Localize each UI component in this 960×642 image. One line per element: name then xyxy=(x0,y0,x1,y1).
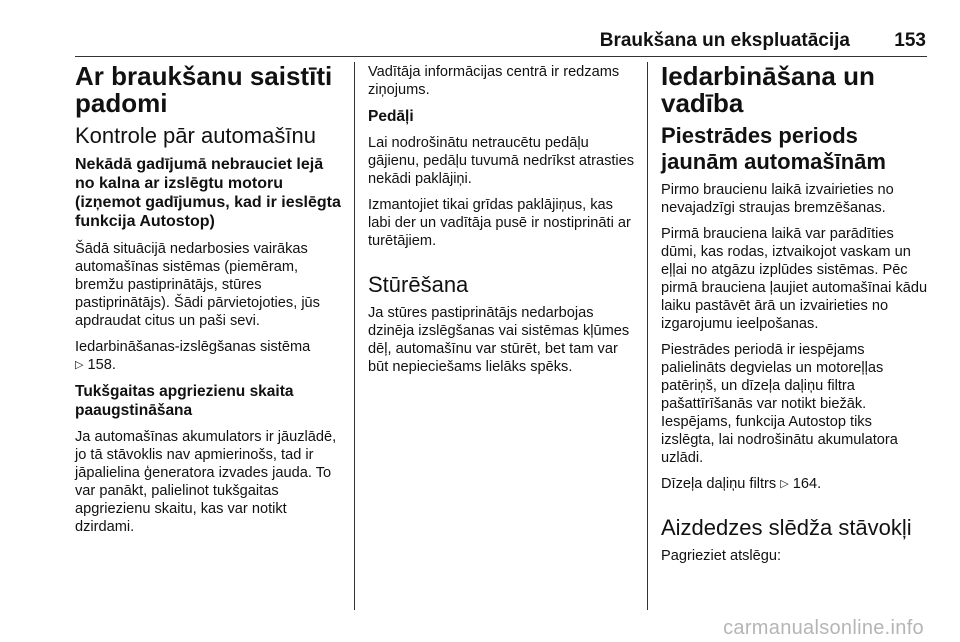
reference-text: Iedarbināšanas-izslēgšanas sistēma xyxy=(75,339,311,355)
header-rule xyxy=(75,56,927,57)
paragraph: Ja automašīnas akumulators ir jāuzlādē, jo tā stāvoklis nav apmierinošs, tad ir jāpalielina ģeneratora izvades jauda. To var panākt, palielinot tukšgaitas apgriezienu skaitu, kas var notikt dzirdami. xyxy=(75,429,337,535)
column-left xyxy=(75,63,343,544)
column-divider-2 xyxy=(647,62,648,610)
paragraph-heading: Pedāļi xyxy=(368,108,414,125)
paragraph: Lai nodrošinātu netraucētu pedāļu gājienu, pedāļu tuvumā nedrīkst atrasties nekādi paklājiņi. xyxy=(368,135,635,187)
watermark: carmanualsonline.info xyxy=(723,617,924,639)
paragraph: Pirmā brauciena laikā var parādīties dūmi, kas rodas, iztvaikojot vaskam un eļļai no atgāzu izplūdes sistēmas. Pēc pirmā brauciena ļaujiet automašīnai kādu laiku pastāvēt ārā un izvairieties no izgarojumu ieelpošanas. xyxy=(661,226,928,332)
column-right xyxy=(661,63,929,573)
subsection-title: Kontrole pār automašīnu xyxy=(75,123,316,148)
cross-reference xyxy=(75,338,343,374)
page-ref-arrow-icon: ▷ xyxy=(75,359,84,371)
paragraph: Izmantojiet tikai grīdas paklājiņus, kas labi der un vadītāja pusē ir nostiprināti ar turētājiem. xyxy=(368,197,631,249)
page-header xyxy=(0,30,960,54)
paragraph: Šādā situācijā nedarbosies vairākas automašīnas sistēmas (piemēram, bremžu pastiprinātājs, stūres pastiprinātājs). Šādi pārvietojoties, jūs apdraudat citus un paši sevi. xyxy=(75,241,320,329)
reference-page: 164. xyxy=(792,476,822,492)
cross-reference xyxy=(661,475,929,493)
page-number: 153 xyxy=(894,30,926,51)
paragraph: Ja stūres pastiprinātājs nedarbojas dzinēja izslēgšanas vai sistēmas kļūmes dēļ, automašīnu var stūrēt, bet tam var būt nepieciešams lielāks spēks. xyxy=(368,305,630,375)
subsection-title: Stūrēšana xyxy=(368,272,469,297)
paragraph-heading: Tukšgaitas apgriezienu skaita paaugstināšana xyxy=(75,383,294,419)
paragraph: Pirmo braucienu laikā izvairieties no nevajadzīgi straujas bremzēšanas. xyxy=(661,182,894,216)
paragraph: Piestrādes periodā ir iespējams palielināts degvielas un motoreļļas patēriņš, un dīzeļa daļiņu filtra pašattīrīšanās var notikt biežāk. Iespējams, funkcija Autostop tiks izslēgta, lai nodrošinātu akumulatora uzlādi. xyxy=(661,342,898,466)
reference-page: 158. xyxy=(87,357,116,373)
subsection-title: Aizdedzes slēdža stāvokļi xyxy=(661,515,912,540)
column-middle xyxy=(368,63,636,384)
section-title: Ar braukšanu saistīti padomi xyxy=(75,61,333,118)
paragraph: Pagrieziet atslēgu: xyxy=(661,548,782,564)
reference-text: Dīzeļa daļiņu filtrs xyxy=(661,476,777,492)
page-ref-arrow-icon: ▷ xyxy=(780,478,789,490)
header-title: Braukšana un ekspluatācija xyxy=(599,30,850,51)
column-divider-1 xyxy=(354,62,355,610)
subsection-title: Piestrādes periods jaunām automašīnām xyxy=(661,123,886,174)
section-title: Iedarbināšana un vadība xyxy=(661,61,875,118)
paragraph: Vadītāja informācijas centrā ir redzams ziņojums. xyxy=(368,64,620,98)
warning-heading: Nekādā gadījumā nebrauciet lejā no kalna ar izslēgtu motoru (izņemot gadījumus, kad ir ieslēgta funkcija Autostop) xyxy=(75,156,341,230)
